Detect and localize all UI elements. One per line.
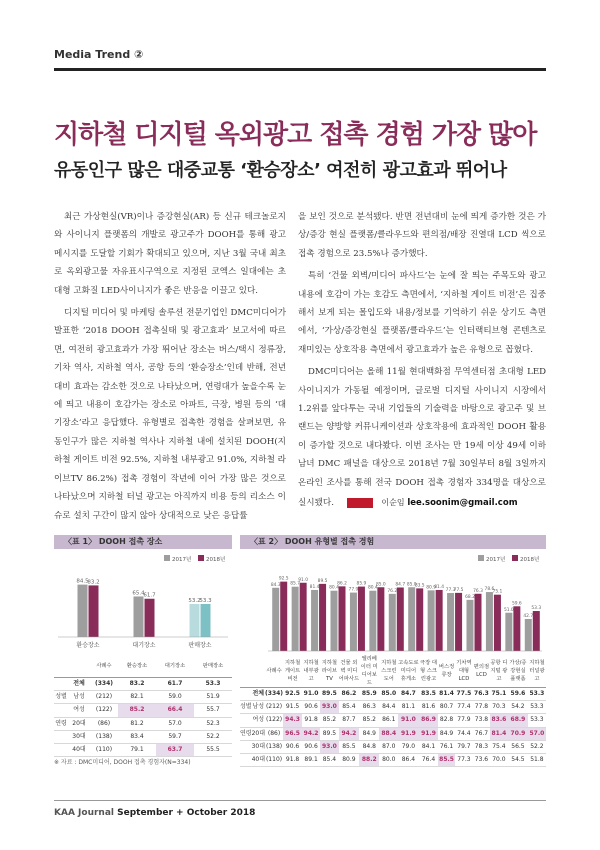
table-cell: 82.1: [118, 691, 156, 704]
legend-swatch-2017: [478, 555, 484, 561]
table-cell: 40대: [68, 743, 90, 756]
table-cell: 75.4: [490, 740, 508, 753]
data-label-2017: 80.4: [329, 585, 339, 591]
bar-2017: [525, 619, 532, 651]
table-cell: 93.0: [320, 740, 339, 753]
issue-date: September + October 2018: [117, 808, 256, 818]
bar-2017: [428, 590, 435, 651]
table-cell: 85.5: [438, 753, 454, 766]
table-cell: 81.4: [438, 688, 454, 701]
table-cell: 30대: [252, 740, 265, 753]
table-header-cell: 지하철 게이트 비전: [283, 655, 302, 688]
table-cell: 82.8: [438, 714, 454, 727]
table-header-cell: 편의점 LCD: [473, 655, 490, 688]
table-cell: 연령: [240, 727, 252, 740]
table-cell: 20대: [68, 717, 90, 730]
table-cell: 87.0: [379, 740, 398, 753]
table-cell: 53.3: [528, 714, 546, 727]
bar-2017: [408, 587, 415, 651]
table-cell: (86): [265, 727, 283, 740]
bar-2017: [190, 604, 200, 637]
table-cell: 91.8: [302, 714, 320, 727]
table-cell: 40대: [252, 753, 265, 766]
data-label-2018: 61.7: [143, 592, 156, 599]
table-cell: [54, 743, 68, 756]
data-label-2017: 51.0: [503, 607, 514, 613]
data-label-2018: 59.6: [511, 601, 522, 607]
table-cell: 57.0: [156, 717, 194, 730]
table-cell: 89.1: [302, 753, 320, 766]
table-cell: [240, 740, 252, 753]
table-cell: [54, 730, 68, 743]
table-cell: 91.5: [283, 701, 302, 714]
table-cell: (212): [265, 701, 283, 714]
table-cell: 84.8: [359, 740, 379, 753]
table-cell: 84.9: [438, 727, 454, 740]
data-label-2018: 75.1: [492, 589, 503, 595]
data-label-2018: 91.0: [298, 577, 309, 583]
byline: [337, 494, 518, 512]
bar-2018: [145, 599, 155, 637]
legend-swatch-2017: [164, 555, 170, 561]
byline-email[interactable]: lee.soonim@gmail.com: [407, 498, 518, 509]
bar-2018: [201, 604, 211, 637]
table-header-cell: 판매장소: [194, 655, 232, 678]
bar-2018: [319, 584, 326, 651]
legend-swatch-2018: [198, 555, 204, 561]
bar-2018: [455, 593, 462, 651]
data-label-2017: 81.4: [309, 584, 320, 590]
table-cell: 86.2: [339, 688, 359, 701]
table-cell: 81.6: [419, 701, 439, 714]
table-cell: 80.7: [438, 701, 454, 714]
table-cell: 전체: [252, 688, 265, 701]
table-cell: 84.4: [379, 701, 398, 714]
table-cell: 51.8: [528, 753, 546, 766]
data-label-2017: 84.5: [76, 578, 89, 585]
data-label-2017: 68.2: [465, 594, 475, 600]
data-label-2017: 76.2: [387, 588, 398, 594]
table-cell: (138): [265, 740, 283, 753]
bar-2018: [475, 594, 482, 651]
data-label-2018: 92.5: [278, 576, 289, 582]
chart1-title: 〈표 1〉 DOOH 접촉 장소: [54, 535, 232, 549]
table-cell: 76.7: [473, 727, 490, 740]
data-label-2017: 85.0: [406, 582, 417, 588]
data-label-2017: 80.4: [367, 585, 378, 591]
table-cell: 87.7: [339, 714, 359, 727]
article-column-right: [298, 208, 546, 517]
table-cell: 77.5: [455, 688, 473, 701]
table-cell: 88.2: [359, 753, 379, 766]
table-cell: 85.4: [339, 701, 359, 714]
table-cell: 66.4: [156, 704, 194, 717]
table-cell: 81.1: [398, 701, 418, 714]
table-cell: 52.2: [194, 730, 232, 743]
table-cell: 90.6: [302, 740, 320, 753]
category-label: 판매장소: [188, 642, 212, 649]
table-cell: 55.5: [194, 743, 232, 756]
category-label: 대기장소: [132, 642, 156, 649]
table-row: [240, 688, 546, 701]
table-cell: 75.1: [490, 688, 508, 701]
table-cell: 91.0: [398, 714, 418, 727]
article-column-left: [54, 208, 286, 529]
byline-badge: [347, 498, 373, 508]
article-paragraph: 최근 가상현실(VR)이나 증강현실(AR) 등 신규 테크놀로지와 사이니지 플랫폼의 개발로 광고주가 DOOH를 통해 광고 메시지를 도달할 기회가 확대되고 있으며, 지난 3월 국내 최초로 옥외광고물 자유표시구역으로 지정된 코엑스 일대에는 초대형 고화질 LED사이니지가 좋은 반응을 이끌고 있다.: [54, 212, 286, 296]
bar-2018: [300, 583, 307, 651]
article-paragraph-text: DMC미디어는 올해 11월 현대백화점 무역센터점 초대형 LED 사이니지가 가동될 예정이며, 글로벌 디지털 사이니지 시장에서 1.2위를 앞다투는 국내 기업들의 기술력을 바탕으로 광고주 및 브랜드는 양방향 커뮤니케이션과 상호작용에 효과적인 DOOH 활용이 증가할 것으로 내다봤다. 이번 조사는 만 19세 이상 49세 이하 남녀 DMC 패널을 대상으로 2018년 7월 30일부터 8월 3일까지 온라인 조사를 통해 전국 DOOH 접촉 경험자 334명을 대상으로 실시됐다.: [298, 367, 546, 509]
table-row: [54, 678, 232, 691]
table-header-cell: 엘리베이터 미디어보드: [360, 656, 378, 686]
table-cell: (334): [90, 678, 118, 691]
table-header-cell: [240, 655, 252, 688]
table-cell: 85.4: [320, 753, 339, 766]
page-title: 지하철 디지털 옥외광고 접촉 경험 가장 많아: [54, 120, 537, 150]
legend-label-2017: 2017년: [172, 557, 192, 563]
bar-2018: [339, 586, 346, 651]
table-row: [240, 714, 546, 727]
footnote: ※ 자료 : DMC미디어, DOOH 접촉 경험자(N=334): [54, 759, 191, 766]
table-cell: 78.3: [473, 740, 490, 753]
footer: [54, 808, 255, 818]
table-cell: 91.8: [283, 753, 302, 766]
table-cell: 남성: [68, 691, 90, 704]
bar-2018: [416, 588, 423, 651]
data-label-2018: 84.7: [395, 582, 406, 588]
table-cell: 96.5: [283, 727, 302, 740]
legend-label-2018: 2018년: [206, 557, 226, 563]
table-cell: 77.9: [455, 714, 473, 727]
table-cell: 여성: [252, 714, 265, 727]
data-label-2018: 53.3: [531, 606, 542, 612]
table-row: [54, 704, 232, 717]
table-cell: 83.5: [419, 688, 439, 701]
legend-label-2017: 2017년: [486, 557, 506, 563]
table-header-cell: 극장 대형 스크린광고: [419, 655, 439, 688]
table-cell: [240, 753, 252, 766]
table-cell: 56.5: [508, 740, 528, 753]
article-paragraph: [298, 363, 546, 512]
data-label-2018: 85.9: [356, 581, 367, 587]
table-header-cell: 사례수: [265, 655, 283, 688]
table-cell: 73.6: [473, 753, 490, 766]
table-cell: 59.0: [156, 691, 194, 704]
table-cell: 81.4: [490, 727, 508, 740]
table-cell: 86.1: [379, 714, 398, 727]
data-label-2017: 85.7: [290, 581, 301, 587]
table-header-cell: 버스정류장: [438, 655, 454, 688]
bar-2017: [292, 587, 299, 651]
table-cell: 89.5: [320, 727, 339, 740]
bar-2018: [494, 595, 501, 651]
bar-2018: [397, 587, 404, 651]
table-cell: 74.4: [455, 727, 473, 740]
article-paragraph: 디지털 미디어 및 마케팅 솔루션 전문기업인 DMC미디어가 발표한 ‘2018 DOOH 접촉실태 및 광고효과’ 보고서에 따르면, 여전히 광고효과가 가장 뛰어난 장소는 버스/택시 정류장, 기차 역사, 지하철 역사, 공항 등의 ‘환승장소’인데 반해, 전년대비 효과는 감소한 것으로 나타났으며, 연령대가 높을수록 눈에 띄고 내용이 호감가는 장소로 아파트, 극장, 병원 등의 ‘대기장소’라고 응답했다. 유형별로 접촉한 경험을 살펴보면, 유동인구가 많은 지하철 역사나 지하철 내에 설치된 DOOH(지하철 게이트 비전 92.5%, 지하철 내부광고 91.0%, 지하철 라이브TV 86.2%) 접촉 경험이 작년에 이어 가장 많은 것으로 나타났으며 지하철 터널 광고는 아직까지 비용 등의 리소스 이슈로 설치 구간이 많지 않아 상대적으로 낮은 응답률: [54, 308, 286, 521]
table-row: [240, 753, 546, 766]
bar-2017: [447, 593, 454, 651]
table-cell: 92.5: [283, 688, 302, 701]
table-cell: 85.0: [379, 688, 398, 701]
table-header-cell: 대기장소: [156, 655, 194, 678]
table-cell: (110): [90, 743, 118, 756]
table-cell: [54, 704, 68, 717]
table-cell: [240, 688, 252, 701]
table-row: [240, 740, 546, 753]
magazine-name: KAA Journal: [54, 808, 114, 818]
table-cell: 84.9: [359, 727, 379, 740]
table-cell: (122): [265, 714, 283, 727]
table-cell: 30대: [68, 730, 90, 743]
bar-2017: [331, 591, 338, 651]
table-cell: 70.9: [508, 727, 528, 740]
table-cell: (122): [90, 704, 118, 717]
bar-2018: [280, 582, 287, 651]
table-header-cell: 지하철 라이브 TV: [320, 655, 339, 688]
table-header-cell: 건물 외벽 미디어파사드: [339, 655, 359, 688]
footer-rule: [54, 800, 546, 801]
table-header-cell: [252, 655, 265, 688]
chart2-table: [240, 655, 546, 767]
table-cell: 83.6: [490, 714, 508, 727]
table-header-cell: 가상/증강현실 플랫폼: [508, 655, 528, 688]
table-header-cell: 공항 디지털 광고: [490, 655, 508, 688]
table-header-cell: 지하철 내부광고: [302, 655, 320, 688]
table-cell: 94.2: [339, 727, 359, 740]
table-cell: (86): [90, 717, 118, 730]
data-label-2018: 83.2: [87, 579, 100, 586]
table-cell: 84.7: [398, 688, 418, 701]
table-cell: 70.0: [490, 753, 508, 766]
table-cell: 76.3: [473, 688, 490, 701]
data-label-2018: 76.3: [473, 588, 483, 594]
table-cell: 20대: [252, 727, 265, 740]
table-row: [54, 743, 232, 756]
table-cell: 83.2: [118, 678, 156, 691]
bar-2017: [369, 591, 376, 651]
table-cell: 성별: [54, 691, 68, 704]
chart2-title: 〈표 2〉 DOOH 유형별 접촉 경험: [240, 535, 546, 549]
bar-2018: [436, 590, 443, 651]
table-header-cell: [54, 655, 68, 678]
data-label-2017: 78.6: [484, 587, 495, 593]
table-cell: 59.6: [508, 688, 528, 701]
bar-2017: [272, 588, 279, 651]
legend-label-2018: 2018년: [520, 557, 540, 563]
table-cell: 68.9: [508, 714, 528, 727]
chart1-bar-chart: [54, 551, 232, 655]
table-cell: 53.3: [528, 701, 546, 714]
table-cell: (110): [265, 753, 283, 766]
data-label-2017: 80.9: [426, 585, 437, 591]
table-cell: 여성: [68, 704, 90, 717]
table-cell: 59.7: [156, 730, 194, 743]
table-cell: 79.7: [455, 740, 473, 753]
data-label-2017: 53.2: [188, 598, 201, 605]
table-cell: 80.0: [379, 753, 398, 766]
table-cell: 연령: [54, 717, 68, 730]
table-cell: 남성: [252, 701, 265, 714]
table-cell: 85.2: [118, 704, 156, 717]
bar-2017: [389, 594, 396, 651]
table-cell: 성별: [240, 701, 252, 714]
table-cell: 85.2: [359, 714, 379, 727]
bar-2017: [78, 585, 88, 637]
table-cell: 54.5: [508, 753, 528, 766]
table-cell: 86.4: [398, 753, 418, 766]
table-cell: 80.9: [339, 753, 359, 766]
table-cell: 91.9: [419, 727, 439, 740]
table-cell: 94.3: [283, 714, 302, 727]
table-cell: 73.8: [473, 714, 490, 727]
table-cell: 83.4: [118, 730, 156, 743]
table-cell: 81.2: [118, 717, 156, 730]
table-header-cell: 사례수: [90, 655, 118, 678]
table-cell: 93.0: [320, 701, 339, 714]
table-cell: (334): [265, 688, 283, 701]
table-cell: 90.6: [283, 740, 302, 753]
bar-2017: [134, 596, 144, 637]
table-cell: 86.9: [419, 714, 439, 727]
bar-2018: [89, 585, 99, 637]
table-cell: 77.8: [473, 701, 490, 714]
table-cell: 57.0: [528, 727, 546, 740]
data-label-2018: 53.3: [199, 597, 212, 604]
table-cell: 76.4: [419, 753, 439, 766]
data-label-2018: 85.0: [375, 582, 386, 588]
table-cell: 79.0: [398, 740, 418, 753]
table-cell: 79.1: [118, 743, 156, 756]
table-cell: 86.3: [359, 701, 379, 714]
table-cell: 76.1: [438, 740, 454, 753]
table-cell: 70.3: [490, 701, 508, 714]
byline-name: 이순임: [381, 498, 405, 508]
table-row: [54, 691, 232, 704]
table-cell: 61.7: [156, 678, 194, 691]
bar-2017: [350, 593, 357, 651]
bar-2018: [358, 587, 365, 651]
section-label: Media Trend ②: [54, 48, 144, 61]
bar-2017: [505, 613, 512, 651]
data-label-2017: 42.7: [523, 613, 534, 619]
table-cell: 53.3: [194, 678, 232, 691]
table-cell: 89.5: [320, 688, 339, 701]
bar-2018: [513, 606, 520, 651]
table-cell: 전체: [68, 678, 90, 691]
table-cell: (138): [90, 730, 118, 743]
table-row: [240, 701, 546, 714]
table-cell: 51.9: [194, 691, 232, 704]
bar-2017: [467, 600, 474, 651]
table-cell: 54.2: [508, 701, 528, 714]
data-label-2018: 89.5: [317, 578, 328, 584]
table-cell: 84.1: [419, 740, 439, 753]
section-rule: [54, 68, 546, 71]
data-label-2017: 84.3: [270, 582, 281, 588]
table-cell: 91.0: [302, 688, 320, 701]
table-cell: 52.2: [528, 740, 546, 753]
bar-2018: [377, 587, 384, 651]
table-cell: (212): [90, 691, 118, 704]
table-cell: [54, 678, 68, 691]
chart2-bar-chart: [240, 551, 546, 655]
bar-2018: [533, 611, 540, 651]
table-cell: 53.3: [528, 688, 546, 701]
table-cell: 85.2: [320, 714, 339, 727]
chart1-table: [54, 655, 232, 757]
table-header-cell: 지하철 터널광고: [528, 655, 546, 688]
table-header-cell: 지하철 스크린도어: [379, 655, 398, 688]
table-cell: 55.7: [194, 704, 232, 717]
table-header-cell: 기차역 대형 LCD: [455, 655, 473, 688]
data-label-2017: 65.4: [132, 590, 145, 597]
table-row: [54, 717, 232, 730]
legend-swatch-2018: [512, 555, 518, 561]
data-label-2018: 86.2: [337, 581, 347, 587]
data-label-2017: 77.3: [445, 588, 456, 594]
table-cell: 94.2: [302, 727, 320, 740]
table-cell: 77.3: [455, 753, 473, 766]
table-header-cell: [68, 655, 90, 678]
table-cell: 85.9: [359, 688, 379, 701]
data-label-2017: 77.9: [348, 587, 359, 593]
article-paragraph: 을 보인 것으로 분석됐다. 반면 전년대비 눈에 띄게 증가한 것은 가상/증강 현실 플랫폼/클라우드와 편의점/배장 진열대 LCD 씩으로 접촉 경험으로 23.5%나 증가했다.: [298, 212, 546, 259]
table-cell: 91.9: [398, 727, 418, 740]
table-cell: 85.5: [339, 740, 359, 753]
table-cell: 77.4: [455, 701, 473, 714]
bar-2017: [311, 590, 318, 651]
category-label: 환승장소: [76, 642, 100, 649]
data-label-2018: 83.5: [414, 583, 425, 589]
table-cell: 88.4: [379, 727, 398, 740]
table-cell: [240, 714, 252, 727]
table-row: [54, 730, 232, 743]
table-cell: 90.6: [302, 701, 320, 714]
table-header-cell: 고속도로 미디어 휴게소: [398, 655, 418, 688]
table-row: [240, 727, 546, 740]
table-header-cell: 환승장소: [118, 655, 156, 678]
data-label-2018: 81.4: [434, 584, 445, 590]
data-label-2018: 77.5: [453, 587, 464, 593]
table-cell: 63.7: [156, 743, 194, 756]
bar-2017: [486, 592, 493, 651]
page-subtitle: 유동인구 많은 대중교통 ‘환승장소’ 여전히 광고효과 뛰어나: [54, 160, 507, 181]
article-paragraph: 특히 ‘건물 외벽/미디어 파사드’는 눈에 잘 띄는 주목도와 광고 내용에 호감이 가는 호감도 측면에서, ‘지하철 게이트 비전’은 집중해서 보게 되는 몰입도와 내용/정보를 기억하기 쉬운 상기도 측면에서, ‘가상/증강현실 플랫폼/클라우드’는 인터랙티브형 콘텐츠로 재미있는 상호작용 측면에서 광고효과가 높은 유형으로 꼽혔다.: [298, 271, 546, 355]
table-cell: 52.3: [194, 717, 232, 730]
